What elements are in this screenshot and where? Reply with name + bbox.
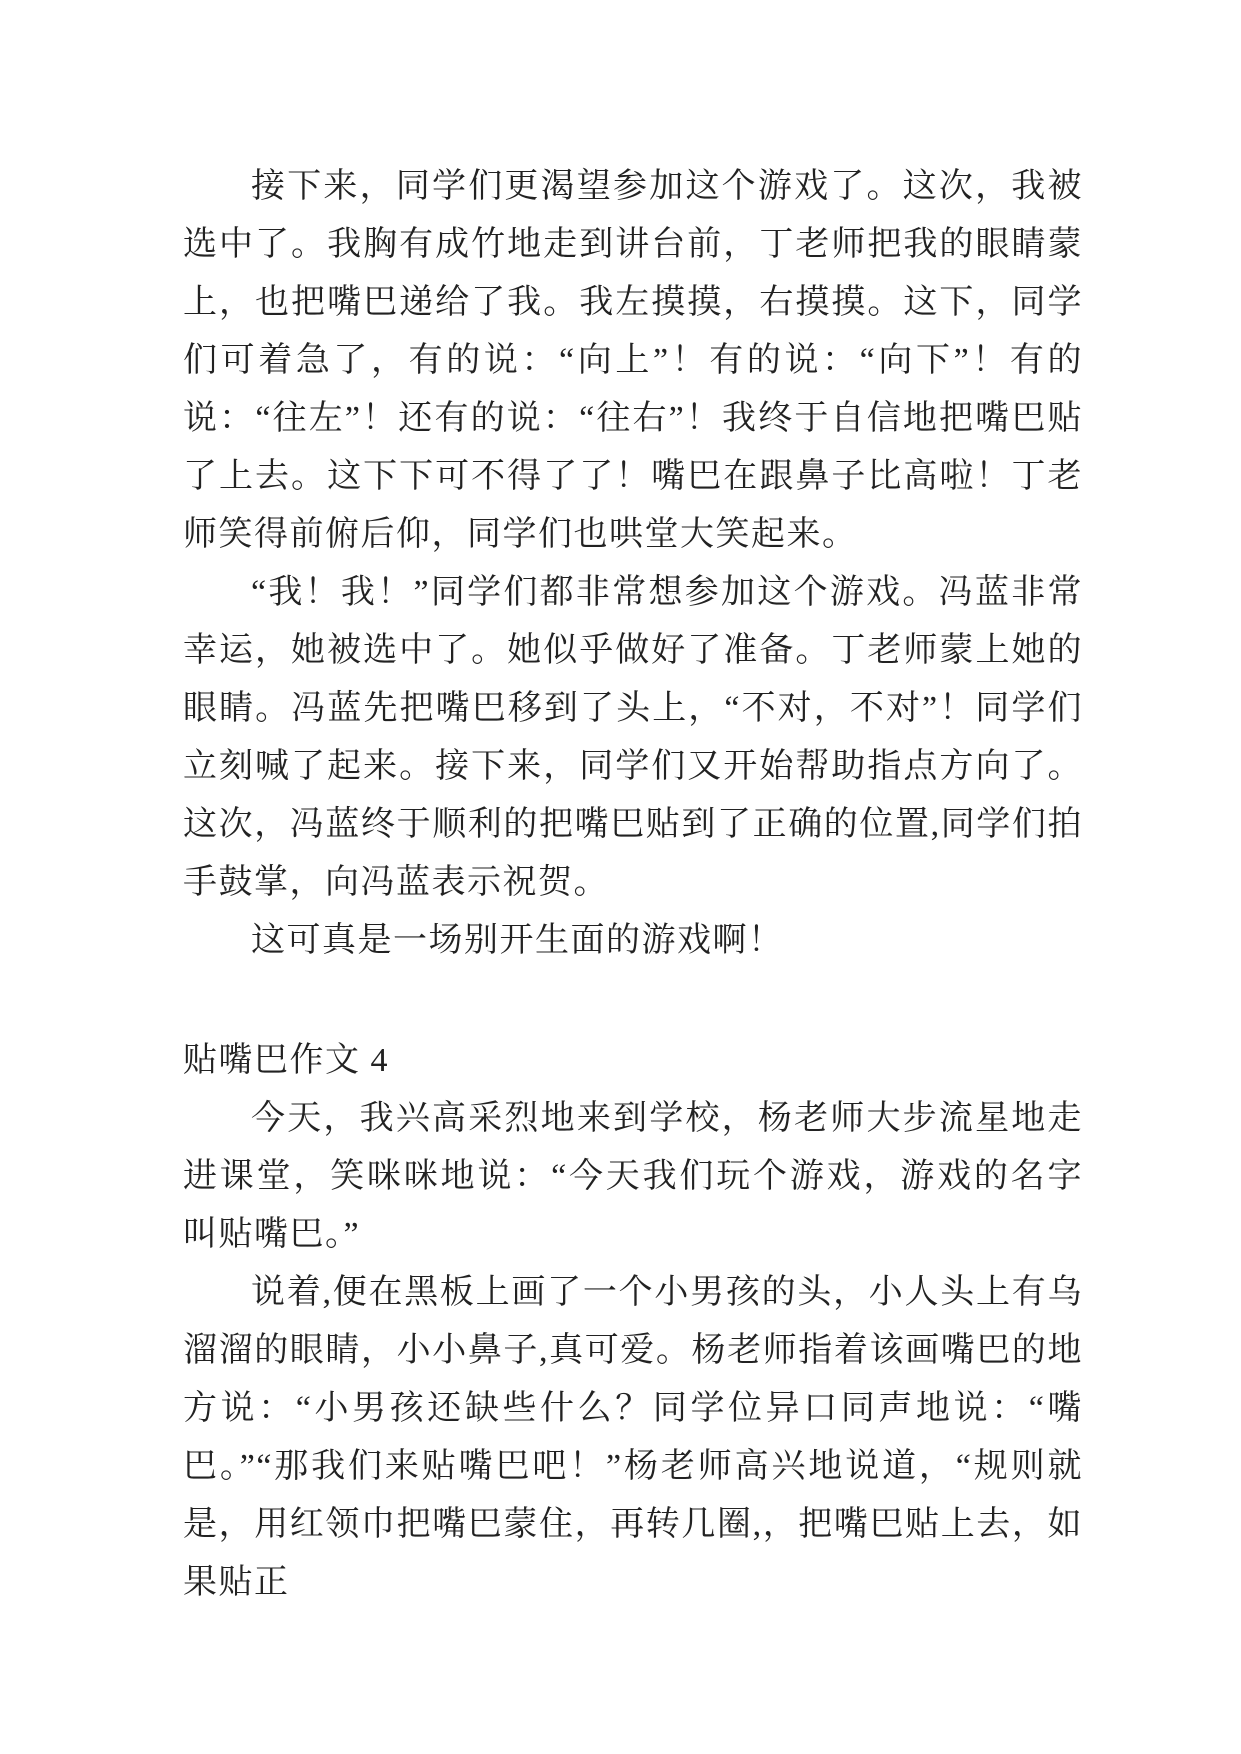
essay-section-heading: 贴嘴巴作文 4 [183,1042,389,1079]
paragraph: 今天，我兴高采烈地来到学校，杨老师大步流星地走进课堂，笑咪咪地说：“今天我们玩个游戏，游戏的名字叫贴嘴巴。” [183,1100,1083,1253]
paragraph: “我！我！”同学们都非常想参加这个游戏。冯蓝非常幸运，她被选中了。她似乎做好了准备。丁老师蒙上她的眼睛。冯蓝先把嘴巴移到了头上，“不对，不对”！同学们立刻喊了起来。接下来，同学们又开始帮助指点方向了。这次，冯蓝终于顺利的把嘴巴贴到了正确的位置,同学们拍手鼓掌，向冯蓝表示祝贺。 [183,574,1083,901]
paragraph: 说着,便在黑板上画了一个小男孩的头，小人头上有乌溜溜的眼睛，小小鼻子,真可爱。杨老师指着该画嘴巴的地方说：“小男孩还缺些什么？同学位异口同声地说：“嘴巴。”“那我们来贴嘴巴吧！”杨老师高兴地说道，“规则就是，用红领巾把嘴巴蒙住，再转几圈,，把嘴巴贴上去，如果贴正 [183,1274,1083,1601]
paragraph: 接下来，同学们更渴望参加这个游戏了。这次，我被选中了。我胸有成竹地走到讲台前，丁老师把我的眼睛蒙上，也把嘴巴递给了我。我左摸摸，右摸摸。这下，同学们可着急了，有的说：“向上”！有的说：“向下”！有的说：“往左”！还有的说：“往右”！我终于自信地把嘴巴贴了上去。这下下可不得了了！嘴巴在跟鼻子比高啦！丁老师笑得前俯后仰，同学们也哄堂大笑起来。 [183,168,1083,553]
paragraph: 这可真是一场别开生面的游戏啊！ [251,922,784,959]
